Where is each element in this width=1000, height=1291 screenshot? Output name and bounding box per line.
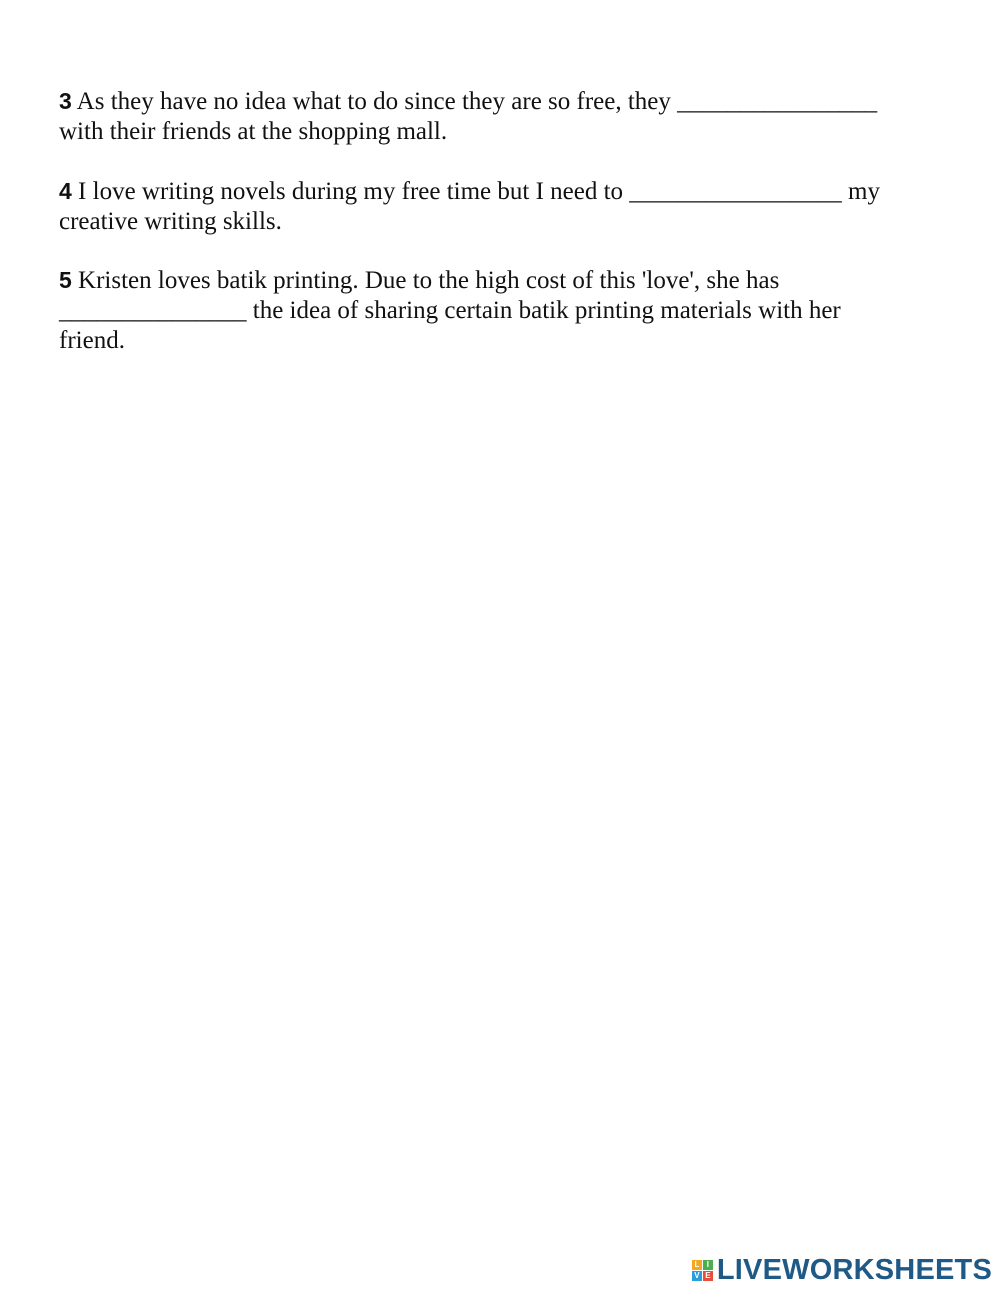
- logo-mark-icon: [692, 1260, 713, 1281]
- logo-wordmark: LIVEWORKSHEETS: [716, 1253, 992, 1286]
- liveworksheets-logo: [692, 1253, 992, 1287]
- logo-mark-cell: L: [692, 1260, 702, 1270]
- question-line: [59, 86, 929, 117]
- question-line: [59, 176, 929, 207]
- question-text: with their friends at the shopping mall.: [59, 118, 448, 145]
- question-text: I love writing novels during my free time but I need to _________________ my: [71, 178, 880, 205]
- question-4: [59, 176, 929, 237]
- logo-mark-cell: I: [703, 1260, 713, 1270]
- question-3: [59, 86, 929, 147]
- logo-mark-cell: E: [703, 1271, 713, 1281]
- question-text: As they have no idea what to do since they are so free, they ________________: [71, 88, 878, 115]
- question-text: Kristen loves batik printing. Due to the high cost of this 'love', she has: [71, 267, 780, 294]
- logo-mark-cell: V: [692, 1271, 702, 1281]
- question-number: 3: [59, 88, 72, 114]
- question-number: 4: [59, 178, 72, 204]
- question-text: creative writing skills.: [59, 208, 282, 235]
- question-text: _______________ the idea of sharing certain batik printing materials with her: [59, 297, 841, 324]
- question-line: [59, 265, 929, 296]
- question-text: friend.: [59, 327, 125, 354]
- question-5: [59, 265, 929, 356]
- question-number: 5: [59, 267, 72, 293]
